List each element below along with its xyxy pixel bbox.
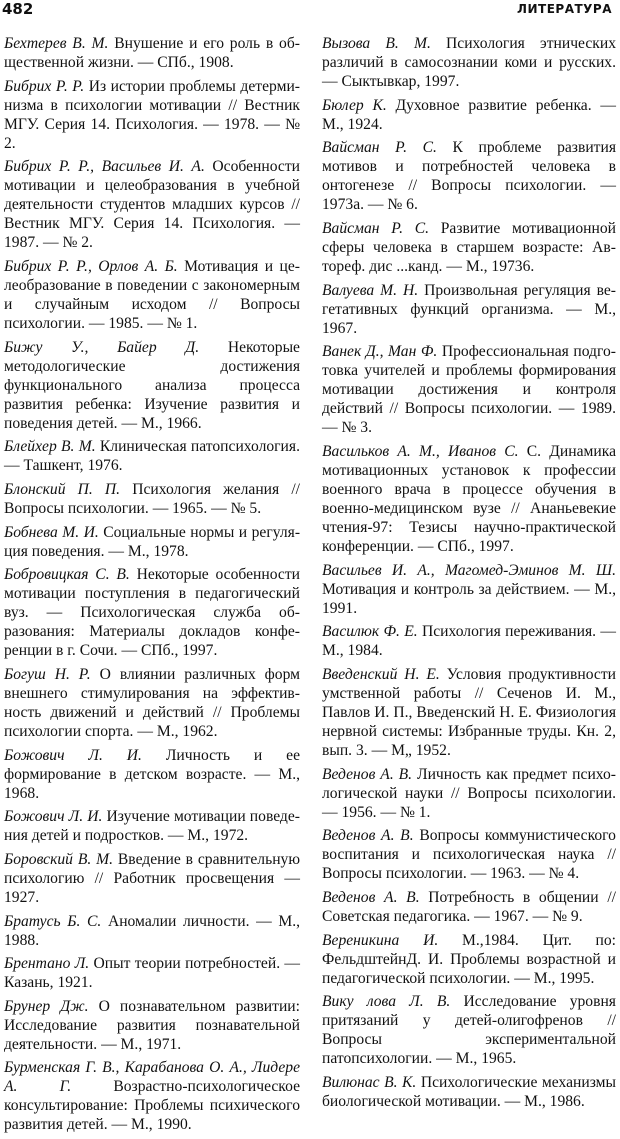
bibliography-entry	[4, 997, 300, 1054]
bibliography-entry	[4, 157, 300, 252]
bibliography-entry	[4, 912, 300, 950]
right-column	[322, 34, 616, 1115]
entry-author: Бобнева М. И.	[4, 523, 99, 541]
bibliography-entry	[322, 1073, 616, 1111]
bibliography-entry	[4, 850, 300, 907]
entry-text: Психология желания // Вопросы психологии. — 1965. — № 5.	[4, 481, 300, 518]
entry-author: Ванек Д., Ман Ф.	[322, 343, 438, 361]
entry-author: Братусь Б. С.	[4, 912, 102, 930]
entry-author: Вереникина И.	[322, 931, 439, 949]
entry-text: Аномалии личности. — М., 1988.	[4, 912, 301, 949]
entry-text: Духовное развитие ребенка. — М., 1924.	[322, 96, 616, 133]
entry-text: Мотивация и целеобразование в поведении с закономерным и случайным исходом // Вопросы психологии. — 1985. — № 1.	[4, 258, 300, 333]
bibliography-entry	[322, 281, 616, 338]
entry-author: Васильков А. М., Иванов С.	[322, 442, 519, 460]
entry-author: Веденов А. В.	[322, 888, 420, 906]
entry-text: Возрастно-психологическое консультирование: Проблемы психического развития детей. — М., 1990.	[4, 1078, 300, 1134]
entry-author: Бибрих Р. Р.	[4, 77, 85, 95]
entry-author: Божович Л. И.	[4, 746, 142, 764]
entry-author: Вызова В. М.	[322, 35, 431, 52]
bibliography-entry	[322, 561, 616, 618]
entry-author: Василюк Ф. Е.	[322, 623, 418, 641]
entry-text: Вопросы коммунистического воспитания и психологическая наука // Вопросы психологии. — 1963. — № 4.	[322, 827, 616, 883]
bibliography-entry	[322, 888, 616, 926]
entry-author: Валуева М. Н.	[322, 281, 419, 299]
bibliography-entry	[4, 1058, 300, 1134]
entry-author: Вайсман Р. С.	[322, 219, 430, 237]
bibliography-entry	[4, 437, 300, 475]
entry-author: Бюлер К.	[322, 96, 387, 114]
entry-text: Потребность в общении // Советская педагогика. — 1967. — № 9.	[322, 888, 616, 926]
bibliography-entry	[322, 992, 616, 1068]
bibliography-entry	[4, 77, 300, 153]
entry-text: Профессиональная подготовка учителей и проблемы формирования мотивации достижения и контроля действий // Вопросы психологии. — 1989. — № 3.	[322, 343, 616, 437]
entry-author: Бижу У., Байер Д.	[4, 338, 200, 356]
bibliography-entry	[322, 442, 616, 556]
bibliography-entry	[4, 565, 300, 660]
entry-author: Боровский В. М.	[4, 850, 114, 868]
entry-text: Некоторые особенности мотивации поступления в педагогический вуз. — Психологическая служба образования: Материалы докладов конференции в г. Сочи. — СПб., 1997.	[4, 566, 300, 660]
entry-text: Введение в сравнительную психологию // Работник просвещения — 1927.	[4, 850, 300, 906]
page-number: 482	[2, 0, 34, 18]
bibliography-entry	[322, 219, 616, 276]
entry-author: Вилюнас В. К.	[322, 1073, 417, 1091]
bibliography-entry	[4, 807, 300, 845]
section-title: ЛИТЕРАТУРА	[517, 2, 612, 16]
bibliography-entry	[4, 257, 300, 333]
bibliography-entry	[322, 931, 616, 988]
entry-text: Личность и ее формирование в детском возрасте. — М., 1968.	[4, 746, 300, 802]
entry-text: О познавательном развитии: Исследование развития познавательной деятельности. — М., 1971.	[4, 997, 300, 1053]
left-column	[4, 34, 300, 1139]
entry-author: Брунер Дж.	[4, 997, 89, 1015]
entry-author: Брентано Л.	[4, 955, 90, 973]
entry-author: Бехтерев В. М.	[4, 35, 109, 52]
entry-text: С. Динамика мотивационных установок к профессии военного врача в процессе обучения в военно-медицинском вузе // Ананьевекие чтения-97: Тезисы научно-практической конференции. — СПб., 1997.	[322, 442, 617, 556]
entry-text: Изучение мотивации поведения детей и подростков. — М., 1972.	[4, 808, 300, 845]
entry-text: Психология этнических различий в самосознании коми и русских. — Сыктывкар, 1997.	[322, 35, 616, 91]
bibliography-entry	[322, 622, 616, 660]
entry-text: Внушение и его роль в общественной жизни. — СПб., 1908.	[4, 35, 300, 72]
entry-author: Блейхер В. М.	[4, 438, 96, 456]
bibliography-entry	[322, 138, 616, 214]
entry-author: Бибрих Р. Р., Орлов А. Б.	[4, 258, 178, 276]
entry-author: Богуш Н. Р.	[4, 665, 91, 683]
entry-author: Васильев И. А., Магомед-Эминов М. Ш.	[322, 561, 616, 579]
bibliography-entry	[4, 954, 300, 992]
bibliography-entry	[322, 826, 616, 883]
entry-author: Бобровицкая С. В.	[4, 566, 130, 584]
entry-author: Веденов А. В.	[322, 765, 413, 783]
entry-text: Из истории проблемы детерминизма в психологии мотивации // Вестник МГУ. Серия 14. Психология. — 1978. — № 2.	[4, 77, 300, 152]
entry-text: Психология переживания. — М., 1984.	[322, 623, 616, 660]
entry-text: Опыт теории потребностей. — Казань, 1921.	[4, 955, 301, 992]
entry-author: Божович Л. И.	[4, 808, 103, 826]
entry-text: Личность как предмет психологической науки // Вопросы психологии. — 1956. — № 1.	[322, 765, 616, 821]
entry-author: Бурменская Г. В., Карабанова О. А., Лидере А. Г.	[4, 1059, 300, 1096]
bibliography-entry	[4, 665, 300, 741]
entry-author: Введенский Н. Е.	[322, 665, 440, 683]
entry-author: Бибрих Р. Р., Васильев И. А.	[4, 158, 205, 176]
entry-text: Некоторые методологические достижения функционального анализа процесса развития ребенка: Изучение развития и поведения детей. — М., 1966.	[4, 338, 300, 432]
bibliography-entry	[4, 523, 300, 561]
entry-text: К проблеме развития мотивов и потребностей человека в онтогенезе // Вопросы психологии. — 1973а. — № 6.	[322, 139, 616, 214]
entry-text: М.,1984. Цит. по: ФельдштейнД. И. Проблемы возрастной и педагогической психологии. — М., 1995.	[322, 931, 616, 987]
entry-text: Условия продуктивности умственной работы // Сеченов И. М., Павлов И. П., Введенский Н. Е. Физиология нервной системы: Избранные труды. Кн. 2, вып. 3. — М„ 1952.	[322, 665, 616, 760]
bibliography-entry	[322, 765, 616, 822]
entry-text: Произвольная регуляция вегетативных функций организма. — М., 1967.	[322, 281, 616, 337]
bibliography-entry	[4, 338, 300, 433]
bibliography-entry	[4, 34, 300, 72]
bibliography-entry	[322, 665, 616, 760]
entry-text: Развитие мотивационной сферы человека в старшем возрасте: Автореф. дис ...канд. — М., 19736.	[322, 219, 616, 276]
entry-author: Вику лова Л. В.	[322, 993, 451, 1011]
bibliography-entry	[4, 746, 300, 803]
bibliography-entry	[4, 480, 300, 518]
entry-author: Вайсман Р. С.	[322, 139, 437, 157]
entry-text: О влиянии различных форм внешнего стимулирования на эффективность движений и действий // Проблемы психологии спорта. — М., 1962.	[4, 665, 301, 741]
entry-text: Клиническая патопсихология. — Ташкент, 1976.	[4, 438, 300, 475]
entry-text: Психологические механизмы биологической мотивации. — М., 1986.	[322, 1073, 616, 1110]
entry-text: Особенности мотивации и целеобразования в учебной деятельности студентов младших курсов // Вестник МГУ. Серия 14. Психология. — 1987. — № 2.	[4, 158, 300, 252]
entry-text: Социальные нормы и регуляция поведения. — М., 1978.	[4, 523, 301, 560]
bibliography-entry	[322, 96, 616, 134]
entry-text: Мотивация и контроль за действием. — М., 1991.	[322, 580, 616, 617]
bibliography-entry	[322, 342, 616, 437]
entry-author: Блонский П. П.	[4, 481, 121, 499]
entry-text: Исследование уровня притязаний у детей-олигофренов // Вопросы экспериментальной патопсихологии. — М., 1965.	[322, 993, 616, 1068]
entry-author: Веденов А. В.	[322, 827, 414, 845]
bibliography-entry	[322, 34, 616, 91]
